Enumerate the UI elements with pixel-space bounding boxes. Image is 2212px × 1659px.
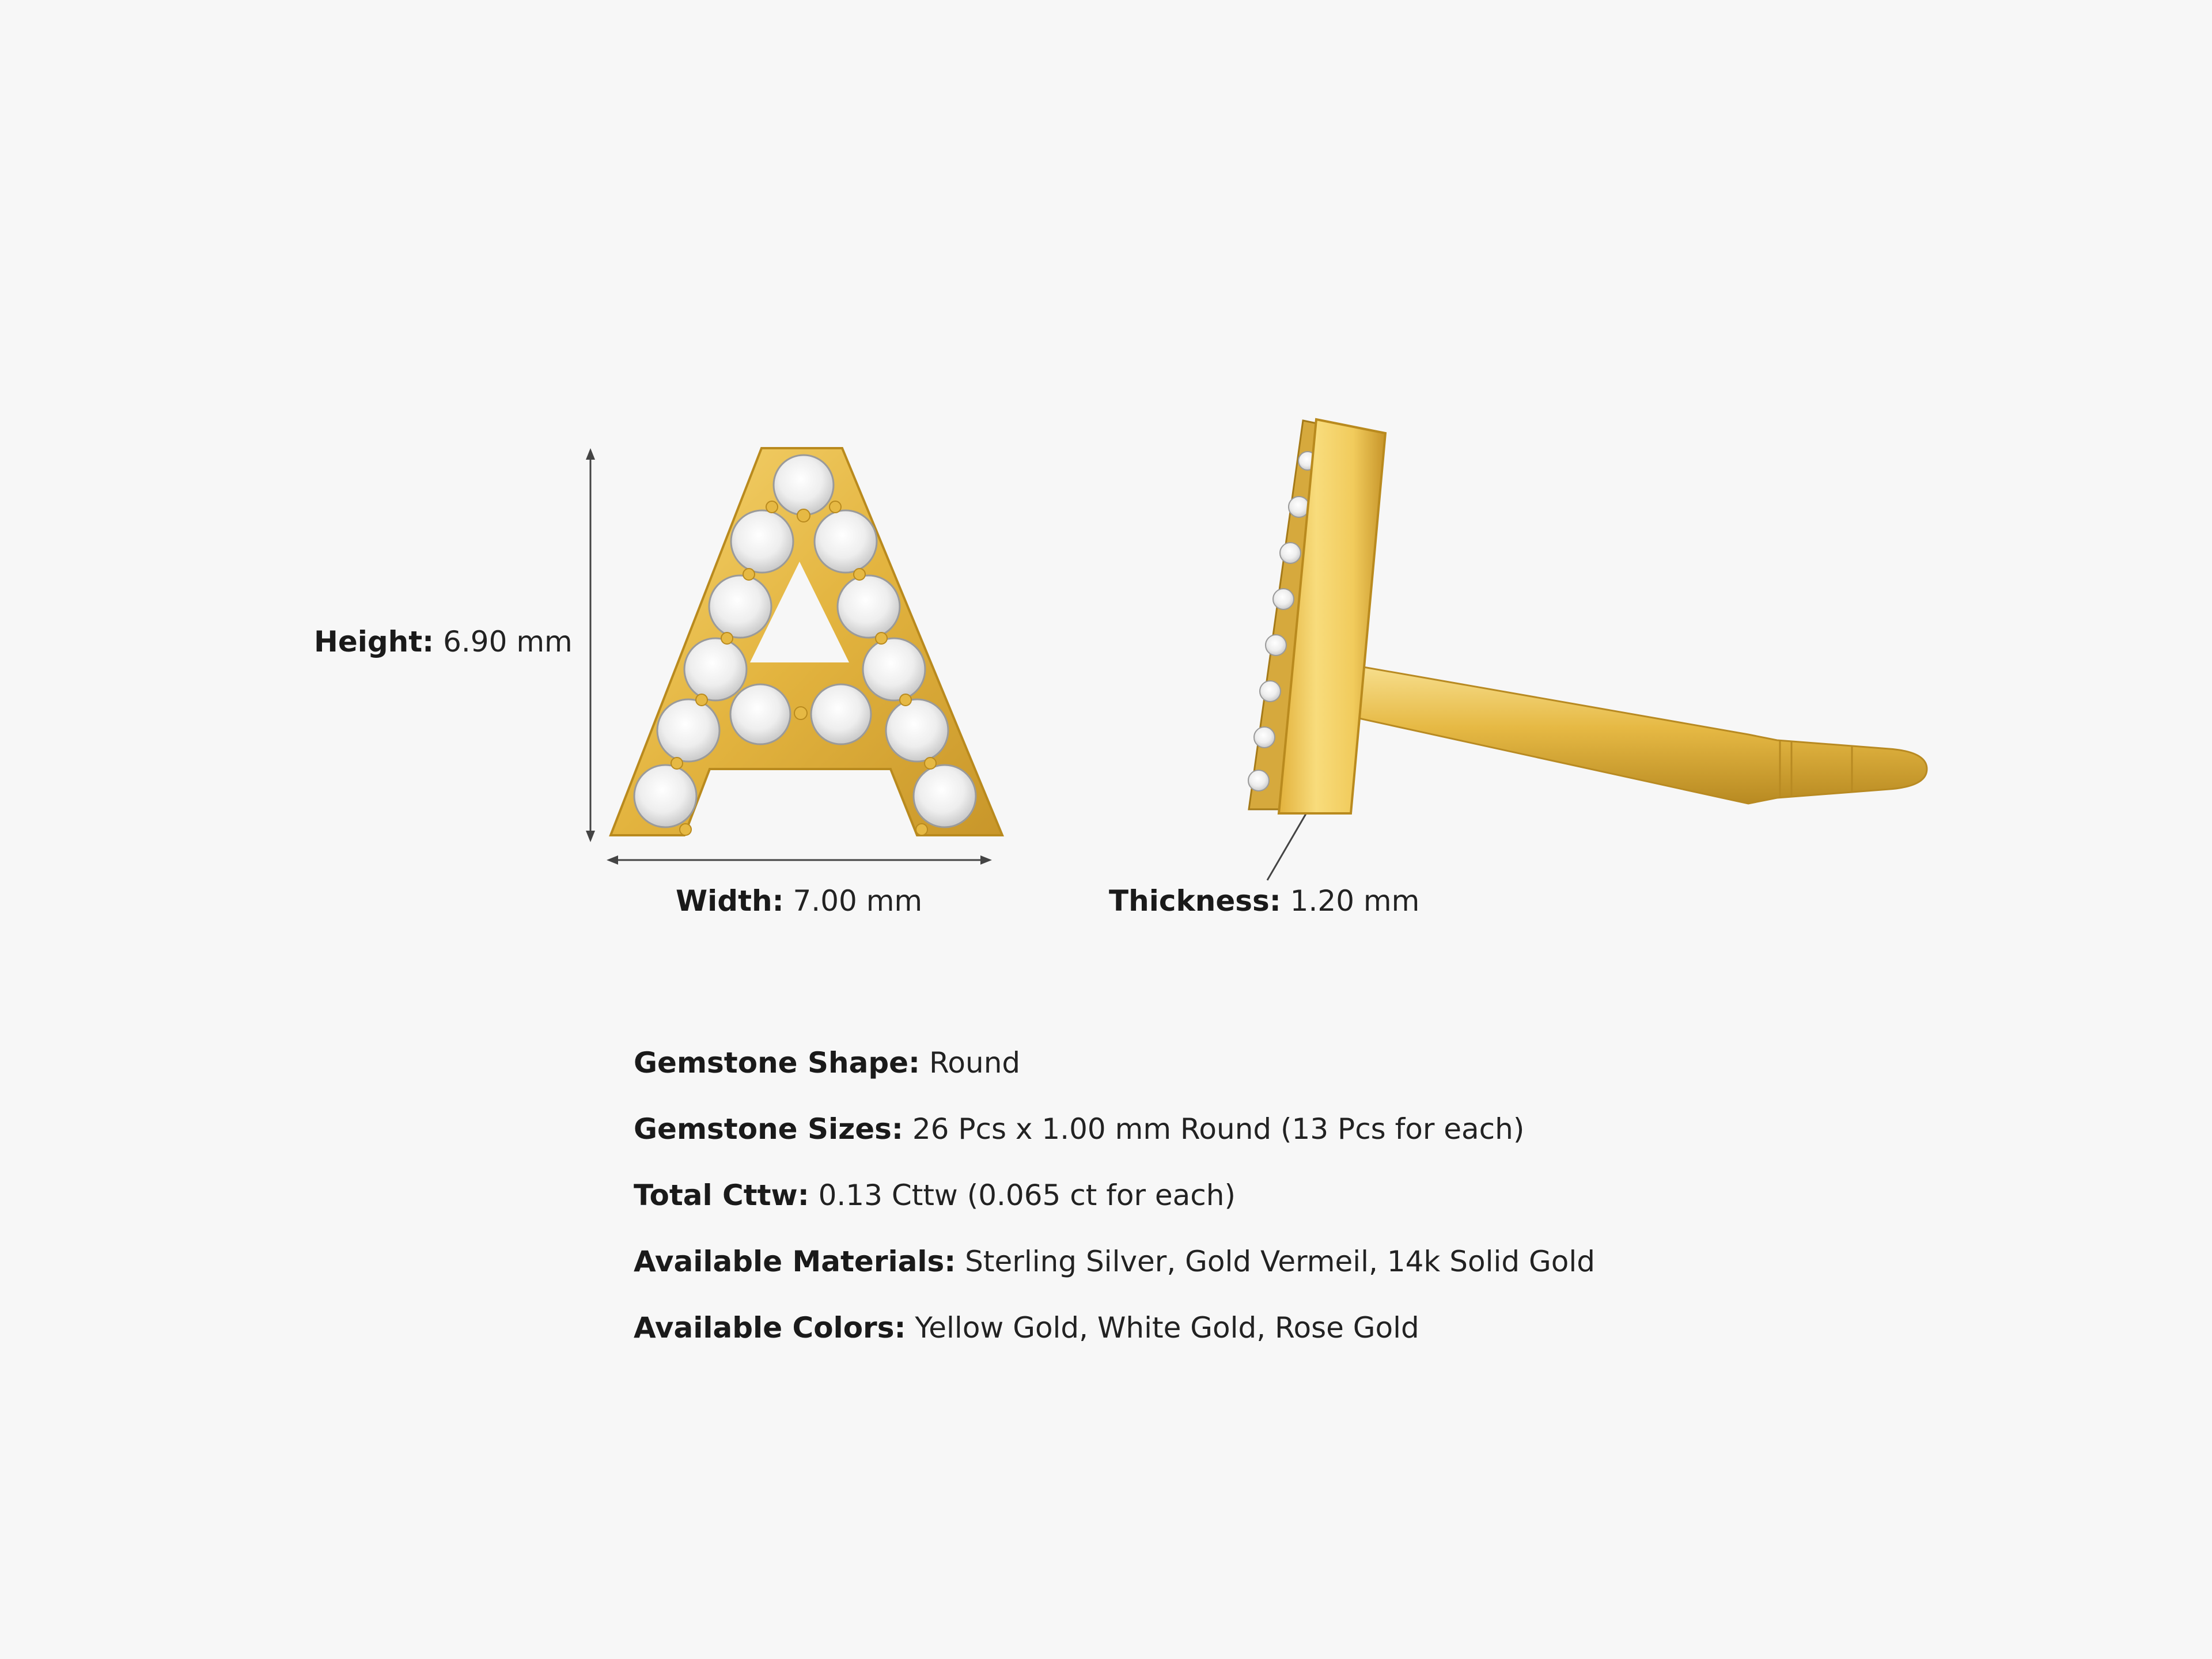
spec-key: Available Colors: <box>634 1311 906 1344</box>
width-dimension-label <box>676 884 923 918</box>
width-label-value: 7.00 mm <box>793 884 923 918</box>
thickness-label-value: 1.20 mm <box>1290 884 1420 918</box>
thickness-label-key: Thickness: <box>1109 884 1281 918</box>
spec-value: Sterling Silver, Gold Vermeil, 14k Solid Gold <box>965 1245 1595 1278</box>
spec-value: 26 Pcs x 1.00 mm Round (13 Pcs for each) <box>912 1112 1525 1146</box>
spec-value: Round <box>929 1046 1021 1080</box>
specs-list <box>634 1048 1595 1380</box>
height-label-value: 6.90 mm <box>443 625 573 658</box>
height-dimension-label <box>314 627 573 656</box>
spec-row-total-cttw <box>634 1181 1595 1247</box>
height-dimension-arrow <box>586 448 595 842</box>
spec-row-available-colors <box>634 1313 1595 1380</box>
thickness-dimension-label <box>1109 884 1420 918</box>
height-label-key: Height: <box>314 625 434 658</box>
spec-key: Available Materials: <box>634 1245 956 1278</box>
width-label-key: Width: <box>676 884 784 918</box>
spec-row-gemstone-sizes <box>634 1112 1595 1181</box>
letter-a-earring-front-view <box>611 448 1002 835</box>
width-dimension-arrow <box>607 855 992 865</box>
spec-row-available-materials <box>634 1247 1595 1313</box>
spec-key: Total Cttw: <box>634 1179 809 1212</box>
spec-row-gemstone-shape <box>634 1048 1595 1115</box>
spec-key: Gemstone Shape: <box>634 1046 921 1080</box>
letter-a-earring-side-view <box>1248 419 1927 813</box>
spec-value: 0.13 Cttw (0.065 ct for each) <box>818 1179 1236 1212</box>
spec-key: Gemstone Sizes: <box>634 1112 903 1146</box>
spec-value: Yellow Gold, White Gold, Rose Gold <box>915 1311 1419 1344</box>
